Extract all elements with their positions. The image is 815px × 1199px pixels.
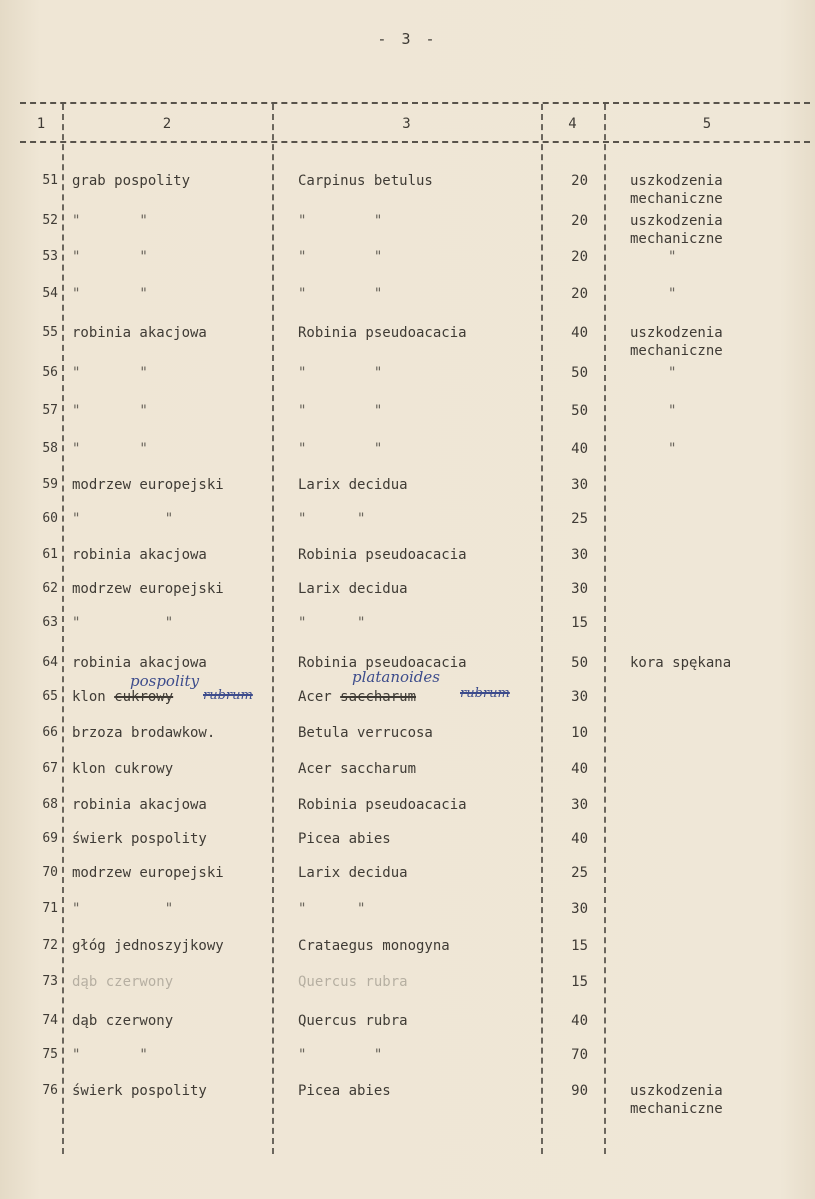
header-col-1: 1 bbox=[36, 116, 46, 132]
page-number: - 3 - bbox=[377, 30, 438, 48]
value: 40 bbox=[571, 1013, 588, 1029]
latin-name: Quercus rubra bbox=[298, 1013, 408, 1029]
value: 40 bbox=[571, 761, 588, 777]
row-number: 57 bbox=[42, 403, 58, 418]
handwritten-correction-polish: pospolity bbox=[130, 672, 200, 690]
polish-name: " " bbox=[72, 286, 148, 302]
table-row bbox=[0, 580, 815, 612]
value: 10 bbox=[571, 725, 588, 741]
remarks: kora spękana bbox=[630, 655, 732, 671]
handwritten-struck-latin: rubrum bbox=[460, 686, 510, 701]
polish-name: brzoza brodawkow. bbox=[72, 725, 216, 741]
polish-name: głóg jednoszyjkowy bbox=[72, 938, 224, 954]
header-bottom-border bbox=[20, 141, 810, 143]
polish-name: modrzew europejski bbox=[72, 581, 224, 597]
table-row bbox=[0, 864, 815, 896]
value: 30 bbox=[571, 581, 588, 597]
table-top-border bbox=[20, 102, 810, 104]
table-row bbox=[0, 937, 815, 969]
polish-name: klon cukrowy bbox=[72, 689, 174, 705]
latin-name: Robinia pseudoacacia bbox=[298, 797, 467, 813]
latin-name: " " bbox=[298, 286, 383, 302]
value: 30 bbox=[571, 901, 588, 917]
table-row bbox=[0, 614, 815, 646]
value: 30 bbox=[571, 797, 588, 813]
polish-name: " " bbox=[72, 213, 148, 229]
remarks: uszkodzenia mechaniczne bbox=[630, 173, 723, 207]
value: 40 bbox=[571, 325, 588, 341]
table-row bbox=[0, 1046, 815, 1078]
header-col-2: 2 bbox=[162, 116, 172, 132]
row-number: 70 bbox=[42, 865, 58, 880]
row-number: 59 bbox=[42, 477, 58, 492]
polish-name: " " bbox=[72, 249, 148, 265]
row-number: 54 bbox=[42, 286, 58, 301]
value: 20 bbox=[571, 286, 588, 302]
table-row bbox=[0, 324, 815, 359]
polish-name: dąb czerwony bbox=[72, 974, 174, 990]
polish-name: " " bbox=[72, 901, 174, 917]
latin-name: " " bbox=[298, 1047, 383, 1063]
row-number: 60 bbox=[42, 511, 58, 526]
table-row bbox=[0, 760, 815, 792]
row-number: 69 bbox=[42, 831, 58, 846]
row-number: 67 bbox=[42, 761, 58, 776]
row-number: 51 bbox=[42, 173, 58, 188]
table-row bbox=[0, 285, 815, 317]
value: 20 bbox=[571, 173, 588, 189]
polish-name: robinia akacjowa bbox=[72, 325, 207, 341]
row-number: 56 bbox=[42, 365, 58, 380]
value: 20 bbox=[571, 249, 588, 265]
table-row bbox=[0, 248, 815, 280]
value: 40 bbox=[571, 831, 588, 847]
row-number: 53 bbox=[42, 249, 58, 264]
latin-name: Robinia pseudoacacia bbox=[298, 655, 467, 671]
latin-name: " " bbox=[298, 615, 366, 631]
table-row bbox=[0, 402, 815, 434]
value: 20 bbox=[571, 213, 588, 229]
row-number: 58 bbox=[42, 441, 58, 456]
table-row bbox=[0, 1082, 815, 1117]
row-number: 61 bbox=[42, 547, 58, 562]
remarks: " bbox=[668, 403, 677, 419]
latin-name: Acer saccharum bbox=[298, 761, 417, 777]
row-number: 65 bbox=[42, 689, 58, 704]
latin-name: " " bbox=[298, 403, 383, 419]
value: 25 bbox=[571, 865, 588, 881]
table-row bbox=[0, 973, 815, 1005]
polish-name: dąb czerwony bbox=[72, 1013, 174, 1029]
header-col-5: 5 bbox=[702, 116, 712, 132]
value: 15 bbox=[571, 615, 588, 631]
handwritten-struck-polish: rubrum bbox=[203, 688, 253, 703]
latin-name: " " bbox=[298, 249, 383, 265]
latin-name: Crataegus monogyna bbox=[298, 938, 450, 954]
row-number: 68 bbox=[42, 797, 58, 812]
table-row bbox=[0, 900, 815, 932]
polish-name: " " bbox=[72, 441, 148, 457]
header-col-4: 4 bbox=[568, 116, 577, 132]
polish-name: robinia akacjowa bbox=[72, 547, 207, 563]
remarks: " bbox=[668, 286, 677, 302]
value: 50 bbox=[571, 365, 588, 381]
value: 30 bbox=[571, 477, 588, 493]
table-row bbox=[0, 476, 815, 508]
table-row bbox=[0, 440, 815, 472]
latin-name: " " bbox=[298, 901, 366, 917]
handwritten-correction-latin: platanoides bbox=[352, 668, 440, 686]
table-row bbox=[0, 510, 815, 542]
latin-name: " " bbox=[298, 213, 383, 229]
row-number: 72 bbox=[42, 938, 58, 953]
latin-name: Quercus rubra bbox=[298, 974, 408, 990]
table-row bbox=[0, 724, 815, 756]
value: 40 bbox=[571, 441, 588, 457]
table-row bbox=[0, 830, 815, 862]
polish-name: modrzew europejski bbox=[72, 477, 224, 493]
remarks: " bbox=[668, 365, 677, 381]
polish-name: " " bbox=[72, 403, 148, 419]
latin-name: Robinia pseudoacacia bbox=[298, 547, 467, 563]
value: 15 bbox=[571, 938, 588, 954]
polish-name: modrzew europejski bbox=[72, 865, 224, 881]
latin-name: Picea abies bbox=[298, 831, 391, 847]
latin-name: Carpinus betulus bbox=[298, 173, 433, 189]
row-number: 62 bbox=[42, 581, 58, 596]
row-number: 63 bbox=[42, 615, 58, 630]
polish-name: " " bbox=[72, 615, 174, 631]
polish-name: robinia akacjowa bbox=[72, 655, 207, 671]
latin-name: Larix decidua bbox=[298, 477, 408, 493]
remarks: uszkodzenia mechaniczne bbox=[630, 325, 723, 359]
polish-name: " " bbox=[72, 365, 148, 381]
table-row bbox=[0, 172, 815, 207]
row-number: 74 bbox=[42, 1013, 58, 1028]
remarks: uszkodzenia mechaniczne bbox=[630, 1083, 723, 1117]
remarks: " bbox=[668, 441, 677, 457]
latin-name: Acer saccharum bbox=[298, 689, 417, 705]
latin-name: Betula verrucosa bbox=[298, 725, 433, 741]
value: 70 bbox=[571, 1047, 588, 1063]
latin-name: Larix decidua bbox=[298, 581, 408, 597]
row-number: 75 bbox=[42, 1047, 58, 1062]
row-number: 64 bbox=[42, 655, 58, 670]
latin-name: " " bbox=[298, 365, 383, 381]
row-number: 71 bbox=[42, 901, 58, 916]
header-col-3: 3 bbox=[402, 116, 411, 132]
row-number: 52 bbox=[42, 213, 58, 228]
row-number: 55 bbox=[42, 325, 58, 340]
value: 30 bbox=[571, 689, 588, 705]
value: 25 bbox=[571, 511, 588, 527]
table-row bbox=[0, 688, 815, 720]
polish-name: klon cukrowy bbox=[72, 761, 174, 777]
value: 15 bbox=[571, 974, 588, 990]
remarks: " bbox=[668, 249, 677, 265]
table-row bbox=[0, 796, 815, 828]
remarks: uszkodzenia mechaniczne bbox=[630, 213, 723, 247]
polish-name: grab pospolity bbox=[72, 173, 191, 189]
table-row bbox=[0, 1012, 815, 1044]
polish-name: " " bbox=[72, 511, 174, 527]
polish-name: świerk pospolity bbox=[72, 831, 207, 847]
table-row bbox=[0, 364, 815, 396]
table-row bbox=[0, 212, 815, 247]
value: 90 bbox=[571, 1083, 588, 1099]
latin-name: " " bbox=[298, 441, 383, 457]
latin-name: Picea abies bbox=[298, 1083, 391, 1099]
latin-name: Robinia pseudoacacia bbox=[298, 325, 467, 341]
row-number: 76 bbox=[42, 1083, 58, 1098]
latin-name: " " bbox=[298, 511, 366, 527]
row-number: 73 bbox=[42, 974, 58, 989]
value: 30 bbox=[571, 547, 588, 563]
polish-name: robinia akacjowa bbox=[72, 797, 207, 813]
row-number: 66 bbox=[42, 725, 58, 740]
polish-name: " " bbox=[72, 1047, 148, 1063]
latin-name: Larix decidua bbox=[298, 865, 408, 881]
table-row bbox=[0, 546, 815, 578]
value: 50 bbox=[571, 655, 588, 671]
value: 50 bbox=[571, 403, 588, 419]
polish-name: świerk pospolity bbox=[72, 1083, 207, 1099]
